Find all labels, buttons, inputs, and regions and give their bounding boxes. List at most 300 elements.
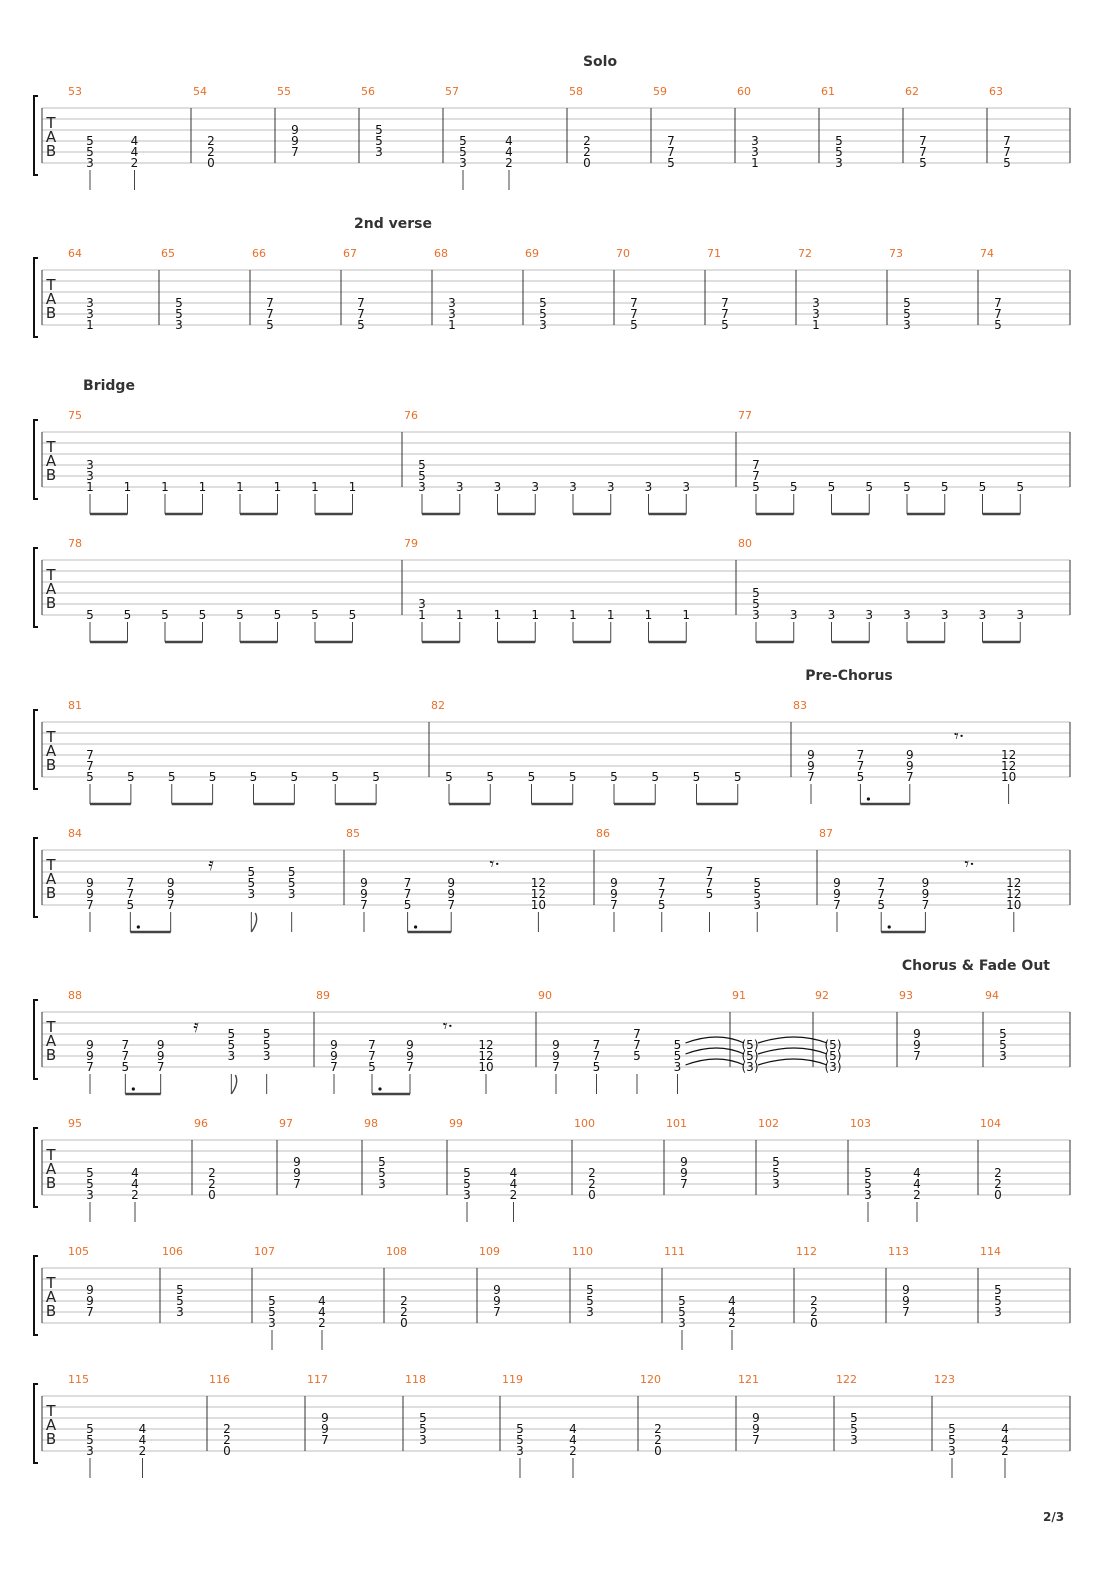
fret-number: 0 [994,1188,1002,1202]
tab-clef-letter: T [46,1018,56,1036]
fret-number: 5 [357,318,365,332]
fret-number: 4 [509,1177,518,1191]
measure-number: 55 [277,85,291,98]
fret-number: 7 [630,307,638,321]
fret-number: 2 [208,1177,216,1191]
measure-number: 90 [538,989,552,1002]
fret-number: 9 [905,759,914,773]
fret-number: 0 [208,1188,216,1202]
tab-clef-letter: B [45,594,57,612]
measure-number: 81 [68,699,82,712]
measure-number: 64 [68,247,82,260]
fret-number: 5 [633,1049,641,1063]
fret-number: 5 [418,458,426,472]
fret-number: 3 [227,1049,236,1063]
fret-number: 7 [919,145,927,159]
measure-number: 111 [664,1245,685,1258]
fret-number: 0 [583,156,591,170]
fret-number: 1 [569,608,577,622]
tab-clef-letter: B [45,756,57,774]
fret-number: 5 [592,1060,601,1074]
system-bracket [34,838,38,917]
fret-number: 9 [330,1049,338,1063]
fret-number: 7 [86,898,94,912]
system-bracket [34,1000,38,1079]
fret-number: 5 [789,480,798,494]
fret-number: 5 [850,1422,858,1436]
fret-number: 9 [406,1038,414,1052]
fret-number: 7 [291,145,299,159]
fret-number: 1 [493,608,502,622]
system-bracket [34,710,38,789]
fret-number: 5 [903,480,911,494]
fret-number: 9 [807,759,815,773]
fret-number: 5 [247,865,256,879]
fret-number: 10 [478,1060,494,1074]
measure-number: 97 [279,1117,293,1130]
fret-number: 5 [86,1422,94,1436]
fret-number: 3 [418,480,426,494]
fret-number: 12 [478,1038,494,1052]
fret-number: 0 [223,1444,231,1458]
fret-number: 5 [378,1155,386,1169]
fret-number: 5 [539,296,547,310]
fret-number: 5 [208,770,217,784]
note-dot [414,925,417,928]
fret-number: 2 [583,145,591,159]
fret-number: 4 [1001,1433,1009,1447]
fret-number: 3 [751,134,759,148]
fret-number: 7 [721,307,729,321]
measure-number: 92 [815,989,829,1002]
measure-number: 71 [707,247,721,260]
fret-number: 5 [705,887,714,901]
fret-number: 2 [318,1316,326,1330]
tab-clef-letter: B [45,142,57,160]
fret-number: 7 [630,296,638,310]
fret-number: 7 [905,770,914,784]
fret-number: 5 [403,898,412,912]
fret-number: 10 [530,898,547,912]
fret-number: 5 [227,1038,236,1052]
measure-number: 78 [68,537,82,550]
measure-number: 83 [793,699,807,712]
tab-system [34,668,1070,804]
note-flag [231,1075,236,1094]
fret-number: 9 [291,134,299,148]
fret-number: 5 [516,1422,524,1436]
tab-clef-letter: A [45,1032,57,1050]
fret-number: 5 [673,1038,682,1052]
measure-number: 85 [346,827,360,840]
fret-number: 5 [249,770,258,784]
rest-symbol: 𝄾· [442,1016,454,1037]
fret-number: 5 [463,1177,471,1191]
fret-number: 5 [673,1049,682,1063]
note-flag [251,913,256,932]
fret-number: 5 [266,318,274,332]
fret-number: 9 [321,1422,329,1436]
fret-number: 9 [447,887,456,901]
fret-number: 3 [459,156,467,170]
fret-number: 7 [705,865,714,879]
tab-system [34,1373,1070,1478]
tab-clef-letter: T [46,856,56,874]
fret-number: 3 [940,608,949,622]
measure-number: 60 [737,85,751,98]
fret-number: 5 [630,318,638,332]
fret-number: 2 [654,1433,662,1447]
fret-number: 7 [1003,145,1011,159]
fret-number: 4 [138,1433,147,1447]
measure-number: 100 [574,1117,595,1130]
fret-number: 3 [994,1305,1002,1319]
fret-number: 5 [827,480,836,494]
fret-number: 7 [266,307,274,321]
fret-number: 7 [657,876,666,890]
measure-number: 114 [980,1245,1001,1258]
fret-number: 7 [552,1060,560,1074]
tie-arc [686,1037,745,1043]
fret-number: 1 [311,480,319,494]
fret-number: 5 [516,1433,524,1447]
tab-system [34,216,1070,337]
fret-number: 1 [348,480,357,494]
fret-number: 7 [126,887,135,901]
fret-number: 5 [903,296,911,310]
fret-number: 5 [418,469,426,483]
tie-arc [686,1048,745,1054]
fret-number: 4 [505,145,513,159]
tab-system [34,54,1070,190]
fret-number: 5 [667,156,675,170]
tie-arc [758,1059,827,1065]
fret-number: 5 [121,1060,130,1074]
fret-number: 3 [903,318,911,332]
fret-number: 3 [772,1177,780,1191]
fret-number: 9 [680,1166,688,1180]
section-title: Chorus & Fade Out [901,958,1050,974]
fret-number: 9 [330,1038,338,1052]
fret-number: 7 [667,134,675,148]
fret-number: 3 [678,1316,686,1330]
fret-number: 9 [752,1422,760,1436]
fret-number: 3 [86,1444,94,1458]
section-title: Solo [582,54,618,70]
fret-number: 5 [651,770,660,784]
measure-number: 75 [68,409,82,422]
fret-number: 3 [86,469,94,483]
tab-clef-letter: A [45,580,57,598]
fret-number: 3 [493,480,502,494]
fret-number: 1 [455,608,464,622]
fret-number: 9 [905,748,914,762]
fret-number: 5 [1016,480,1025,494]
fret-number: 5 [978,480,987,494]
fret-number: 5 [175,296,183,310]
fret-number: 5 [287,865,296,879]
fret-number: 5 [678,1305,686,1319]
fret-number: 5 [919,156,927,170]
fret-number: 2 [208,1166,216,1180]
fret-number: 5 [86,608,94,622]
fret-number: 4 [509,1166,518,1180]
fret-number: 2 [810,1294,818,1308]
fret-number: 3 [463,1188,471,1202]
fret-number: 3 [752,608,760,622]
fret-number: 12 [530,876,547,890]
fret-number: 3 [644,480,653,494]
fret-number: 9 [360,876,368,890]
fret-number: 4 [131,1166,139,1180]
fret-number: 7 [321,1433,329,1447]
fret-number: 5 [568,770,577,784]
fret-number: 4 [318,1305,326,1319]
fret-number: 9 [921,876,930,890]
fret-number: 7 [266,296,274,310]
fret-number: 5 [348,608,357,622]
fret-number: 2 [400,1294,408,1308]
fret-number: 3 [812,307,820,321]
fret-number: 5 [948,1433,956,1447]
fret-number: 5 [331,770,340,784]
fret-number: 7 [403,887,412,901]
fret-number: 4 [913,1177,921,1191]
measure-number: 113 [888,1245,909,1258]
fret-number: 3 [978,608,987,622]
fret-number: 7 [994,296,1002,310]
fret-number: 3 [812,296,820,310]
tab-clef-letter: A [45,742,57,760]
fret-number: 4 [505,134,513,148]
fret-number: 5 [198,608,207,622]
fret-number: 4 [569,1433,577,1447]
fret-number: 9 [833,887,841,901]
fret-number: 7 [877,876,886,890]
system-bracket [34,1256,38,1335]
fret-number: 7 [156,1060,165,1074]
rest-symbol: 𝄾· [489,854,501,875]
fret-number: 5 [721,318,729,332]
fret-number: 7 [919,134,927,148]
measure-number: 68 [434,247,448,260]
fret-number: 5 [375,134,383,148]
fret-number: 5 [527,770,536,784]
fret-number: 5 [678,1294,686,1308]
fret-number: 7 [902,1305,910,1319]
tab-clef-letter: T [46,114,56,132]
fret-number: 7 [610,898,618,912]
measure-number: 63 [989,85,1003,98]
fret-number: 5 [262,1027,271,1041]
fret-number: 9 [156,1038,165,1052]
tab-clef-letter: B [45,1430,57,1448]
measure-number: 102 [758,1117,779,1130]
fret-number: 2 [583,134,591,148]
fret-number: 3 [268,1316,276,1330]
fret-number: 5 [752,586,760,600]
tab-clef-letter: T [46,1146,56,1164]
fret-number: 12 [1006,876,1022,890]
tab-clef-letter: A [45,1160,57,1178]
fret-number: 5 [994,1294,1002,1308]
measure-number: 67 [343,247,357,260]
fret-number: 5 [994,1283,1002,1297]
fret-number: 7 [293,1177,301,1191]
fret-number: 5 [123,608,132,622]
fret-number: 9 [86,1294,94,1308]
tie-arc [758,1037,827,1043]
note-dot [132,1087,135,1090]
fret-number: 9 [493,1294,501,1308]
fret-number: 5 [227,1027,236,1041]
fret-number: 5 [772,1155,780,1169]
fret-number: 2 [728,1316,736,1330]
fret-number: 2 [913,1188,921,1202]
fret-number: 7 [86,1060,94,1074]
measure-number: 93 [899,989,913,1002]
fret-number: 2 [810,1305,818,1319]
fret-number: 1 [198,480,207,494]
fret-number: 7 [807,770,815,784]
fret-number: 2 [207,145,215,159]
measure-number: 76 [404,409,418,422]
fret-number: 3 [753,898,762,912]
fret-number: 3 [586,1305,594,1319]
fret-number: 5 [86,1433,94,1447]
measure-number: 99 [449,1117,463,1130]
measure-number: 123 [934,1373,955,1386]
fret-number: 4 [569,1422,577,1436]
rest-symbol: 𝄾· [964,854,975,875]
fret-number: 7 [121,1038,130,1052]
fret-number: 2 [509,1188,518,1202]
fret-number: 5 [865,480,874,494]
fret-number: 1 [644,608,653,622]
measure-number: 103 [850,1117,871,1130]
fret-number: 5 [419,1422,427,1436]
fret-number: 5 [268,1305,276,1319]
fret-number: 2 [588,1177,596,1191]
fret-number: 7 [633,1027,641,1041]
fret-number: 3 [516,1444,524,1458]
tab-clef-letter: A [45,452,57,470]
measure-number: 104 [980,1117,1001,1130]
measure-number: 98 [364,1117,378,1130]
fret-number: 7 [447,898,456,912]
fret-number: 7 [921,898,930,912]
fret-number: 5 [948,1422,956,1436]
fret-number: 12 [1000,748,1017,762]
measure-number: 118 [405,1373,426,1386]
fret-number: 3 [539,318,547,332]
fret-number: 5 [86,770,94,784]
fret-number: 3 [86,1188,94,1202]
measure-number: 110 [572,1245,593,1258]
fret-number: 9 [913,1027,921,1041]
fret-number: 9 [493,1283,501,1297]
fret-number: 4 [1001,1422,1009,1436]
tab-clef-letter: T [46,728,56,746]
fret-number: 5 [273,608,282,622]
fret-number: 3 [419,1433,427,1447]
fret-number: 3 [606,480,615,494]
fret-number: 5 [835,134,843,148]
fret-number: 0 [400,1316,408,1330]
note-dot [867,797,870,800]
fret-number: 5 [877,898,886,912]
system-bracket [34,258,38,337]
fret-number: 2 [569,1444,577,1458]
fret-number: 7 [86,1305,94,1319]
tab-clef-letter: A [45,290,57,308]
measure-number: 89 [316,989,330,1002]
fret-number: (3) [824,1060,842,1074]
fret-number: 9 [610,876,618,890]
fret-number: 9 [86,1283,94,1297]
fret-number: 1 [682,608,691,622]
tab-system [34,958,1070,1094]
fret-number: 5 [692,770,701,784]
measure-number: 56 [361,85,375,98]
fret-number: 5 [1003,156,1011,170]
measure-number: 95 [68,1117,82,1130]
fret-number: 0 [654,1444,662,1458]
system-bracket [34,1128,38,1207]
fret-number: 1 [418,608,426,622]
fret-number: 5 [772,1166,780,1180]
fret-number: 10 [1006,898,1022,912]
tab-system [34,378,1070,514]
fret-number: 7 [994,307,1002,321]
section-title: Bridge [83,378,135,394]
fret-number: 7 [657,887,666,901]
measure-number: 66 [252,247,266,260]
measure-number: 59 [653,85,667,98]
fret-number: 7 [633,1038,641,1052]
fret-number: 5 [375,123,383,137]
fret-number: 9 [680,1155,688,1169]
fret-number: 5 [752,597,760,611]
measure-number: 57 [445,85,459,98]
fret-number: 3 [673,1060,682,1074]
fret-number: 9 [166,876,175,890]
measure-number: 80 [738,537,752,550]
tab-clef-letter: T [46,566,56,584]
fret-number: 3 [86,296,94,310]
fret-number: (5) [824,1038,842,1052]
fret-number: 7 [368,1038,376,1052]
fret-number: 5 [753,887,762,901]
fret-number: 7 [752,1433,760,1447]
fret-number: 7 [166,898,175,912]
fret-number: 9 [921,887,930,901]
fret-number: 5 [999,1027,1007,1041]
fret-number: 5 [856,770,865,784]
measure-number: 105 [68,1245,89,1258]
fret-number: 5 [86,134,94,148]
tab-clef-letter: B [45,466,57,484]
fret-number: 9 [86,887,94,901]
fret-number: 7 [592,1049,601,1063]
system-bracket [34,1384,38,1463]
fret-number: 3 [827,608,836,622]
fret-number: 3 [835,156,843,170]
fret-number: 5 [167,770,176,784]
tab-clef-letter: B [45,1174,57,1192]
fret-number: 3 [86,458,94,472]
fret-number: 4 [130,145,139,159]
